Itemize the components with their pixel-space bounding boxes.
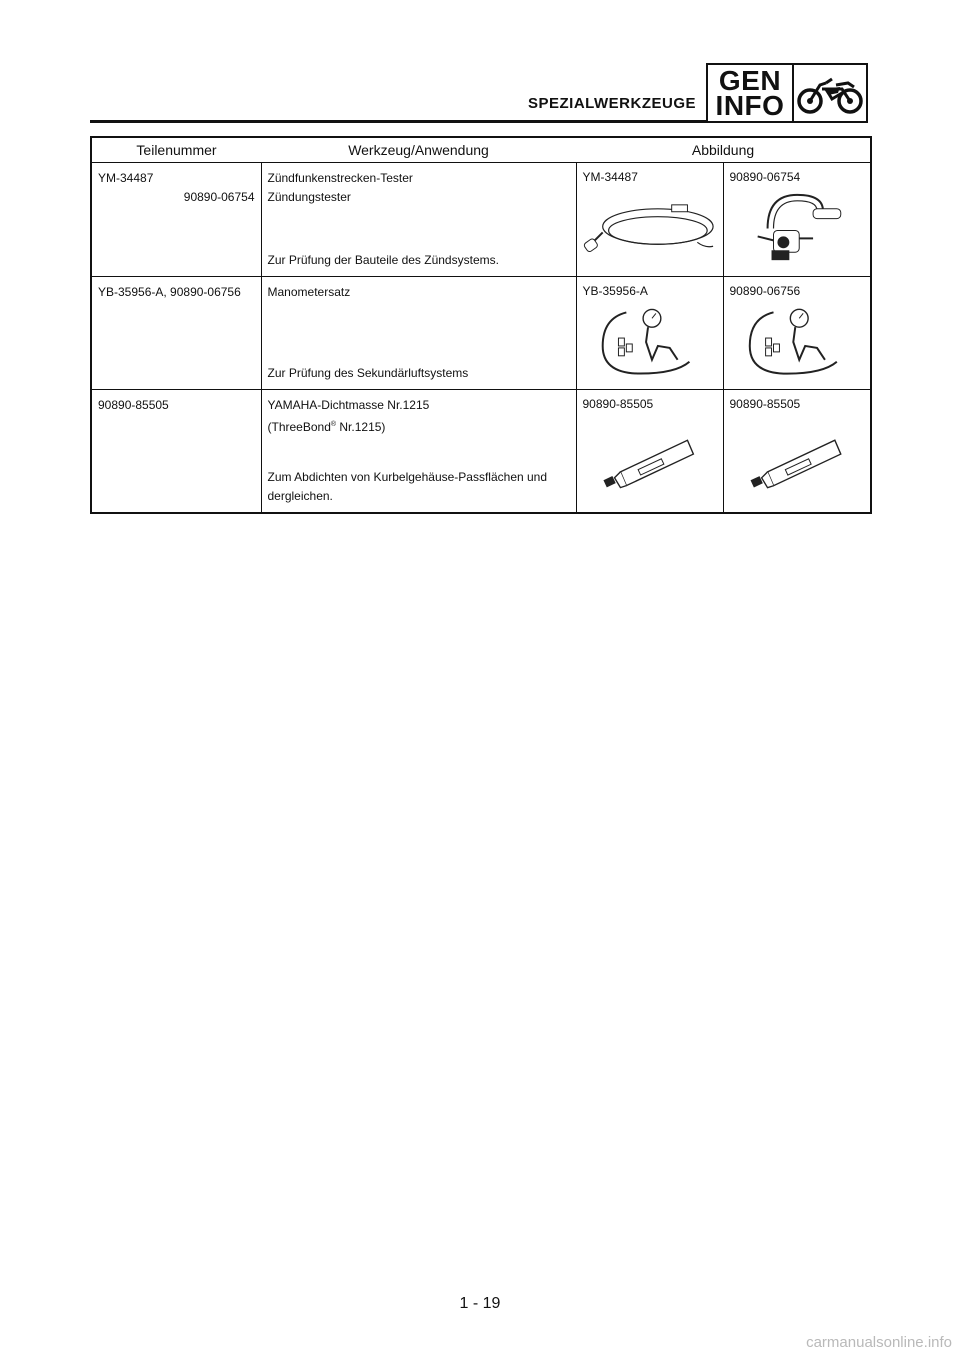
tool-name-alt (268, 415, 570, 437)
part-number: 90890-85505 (98, 398, 169, 412)
ignition-tester-unit-icon (728, 187, 867, 270)
illustration-cell (576, 390, 723, 514)
column-header-illustration: Abbildung (576, 137, 871, 163)
table-row (91, 390, 871, 514)
ignition-tester-cable-icon (581, 187, 719, 270)
sealant-tube-icon (728, 414, 867, 506)
tool-usage: Zur Prüfung des Sekundärluftsystems (267, 366, 469, 380)
motorcycle-icon (794, 65, 866, 121)
watermark: carmanualsonline.info (806, 1334, 952, 1351)
tool-name-alt-b: Nr.1215) (336, 420, 386, 434)
part-number: YM-34487 (98, 171, 154, 185)
tool-usage-cell (261, 390, 576, 514)
table-header-row (91, 137, 871, 163)
illustration-cell (723, 277, 871, 390)
illustration-cell (576, 163, 723, 277)
illustration-label: 90890-85505 (729, 397, 801, 411)
part-number-cell (91, 163, 261, 277)
tool-name: Zündfunkenstrecken-Tester (267, 171, 413, 185)
tool-usage-cell (261, 163, 576, 277)
illustration-label: YM-34487 (582, 170, 638, 184)
part-number: YB-35956-A, 90890-06756 (98, 285, 241, 299)
tool-usage: Zur Prüfung der Bauteile des Zündsystems. (267, 253, 499, 267)
badge-text (708, 65, 794, 121)
illustration-cell (576, 277, 723, 390)
pressure-gauge-set-icon (728, 301, 867, 383)
gen-info-badge (706, 63, 868, 123)
badge-line-2: INFO (715, 90, 785, 121)
tool-name-alt-a: (ThreeBond (267, 420, 331, 434)
part-number-cell (91, 390, 261, 514)
sealant-tube-icon (581, 414, 719, 506)
table-row (91, 163, 871, 277)
illustration-cell (723, 163, 871, 277)
column-header-tool-usage: Werkzeug/Anwendung (261, 137, 576, 163)
tool-usage: Zum Abdichten von Kurbelgehäuse-Passflächen und dergleichen. (267, 470, 548, 503)
part-number-cell (91, 277, 261, 390)
column-header-part-number: Teilenummer (91, 137, 261, 163)
illustration-label: 90890-85505 (582, 397, 654, 411)
page-number: 1 - 19 (459, 1295, 501, 1312)
illustration-label: 90890-06754 (729, 170, 801, 184)
table-row (91, 277, 871, 390)
pressure-gauge-set-icon (581, 301, 719, 383)
illustration-label: 90890-06756 (729, 284, 801, 298)
tool-name: Manometersatz (267, 285, 351, 299)
registered-mark: ® (330, 421, 337, 428)
tool-name: YAMAHA-Dichtmasse Nr.1215 (267, 398, 430, 412)
header-rule (90, 120, 707, 123)
special-tools-table (90, 136, 872, 514)
section-title: SPEZIALWERKZEUGE (527, 95, 696, 112)
tool-usage-cell (261, 277, 576, 390)
badge-line-1: GEN (718, 65, 782, 96)
illustration-label: YB-35956-A (582, 284, 648, 298)
tool-name-alt: Zündungstester (267, 190, 351, 204)
illustration-cell (723, 390, 871, 514)
part-number-alt: 90890-06754 (183, 190, 255, 204)
